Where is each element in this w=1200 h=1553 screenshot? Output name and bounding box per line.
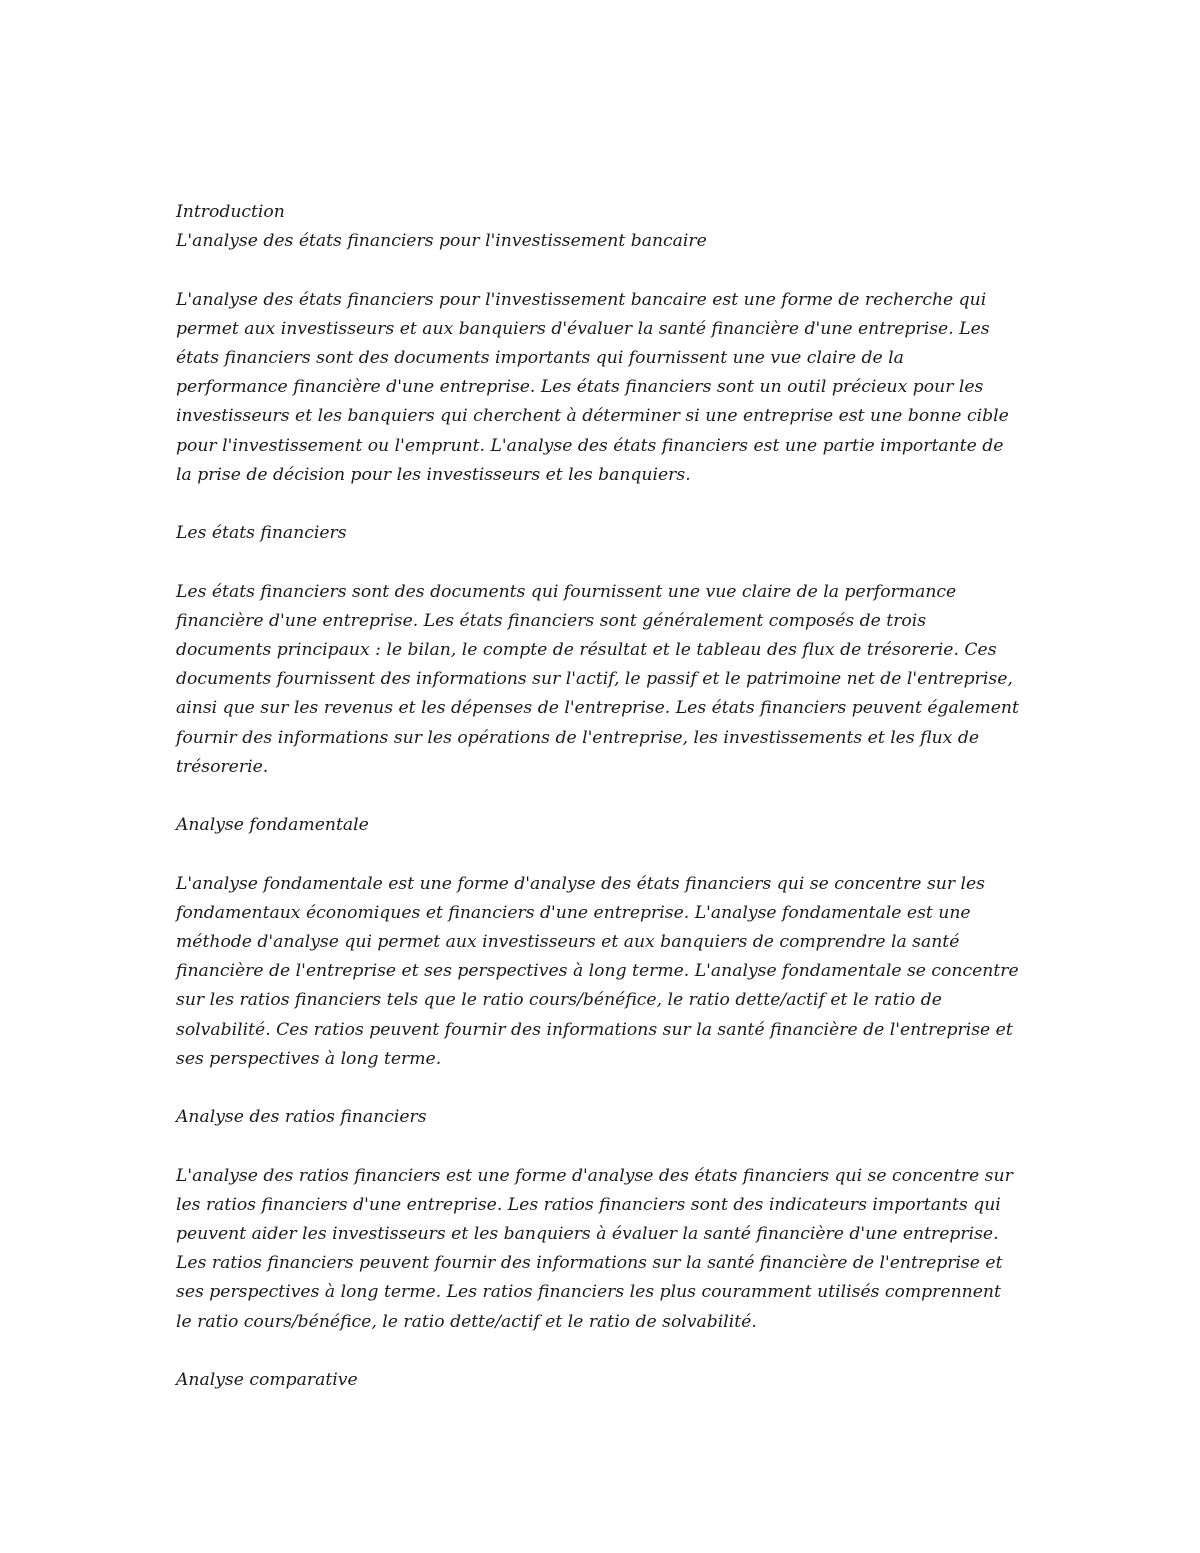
paragraph-line: Les ratios financiers peuvent fournir des informations sur la santé financière de l'entreprise et [176, 1253, 1003, 1274]
paragraph-line: méthode d'analyse qui permet aux investisseurs et aux banquiers de comprendre la santé [176, 932, 960, 952]
paragraph-line: permet aux investisseurs et aux banquiers d'évaluer la santé financière d'une entreprise. Les [176, 318, 990, 339]
paragraph-line: L'analyse des ratios financiers est une forme d'analyse des états financiers qui se concentre sur [176, 1165, 1013, 1186]
paragraph-line: performance financière d'une entreprise. Les états financiers sont un outil précieux pour les [176, 377, 984, 398]
spacer [176, 548, 1036, 577]
paragraph-line: états financiers sont des documents importants qui fournissent une vue claire de la [176, 348, 904, 368]
paragraph-line: L'analyse des états financiers pour l'investissement bancaire est une forme de recherche qui [176, 289, 987, 310]
spacer [176, 1337, 1036, 1366]
paragraph-line: trésorerie. [176, 756, 269, 777]
paragraph-line: ses perspectives à long terme. [176, 1048, 442, 1069]
section-heading-analyse-fondamentale: Analyse fondamentale [176, 815, 369, 836]
spacer [176, 1074, 1036, 1103]
paragraph-line: sur les ratios financiers tels que le ratio cours/bénéfice, le ratio dette/actif et le ratio de [176, 990, 942, 1011]
spacer [176, 256, 1036, 285]
paragraph-line: documents principaux : le bilan, le compte de résultat et le tableau des flux de trésorerie. Ces [176, 640, 997, 660]
paragraph-line: financière d'une entreprise. Les états financiers sont généralement composés de trois [176, 610, 927, 631]
section-paragraph-analyse-ratios [176, 1162, 1036, 1337]
paragraph-line: la prise de décision pour les investisseurs et les banquiers. [176, 464, 691, 485]
document-body [176, 198, 1036, 1395]
spacer [176, 782, 1036, 811]
section-heading-analyse-ratios: Analyse des ratios financiers [176, 1107, 427, 1128]
paragraph-line: ses perspectives à long terme. Les ratios financiers les plus couramment utilisés comprennent [176, 1282, 1001, 1303]
spacer [176, 1132, 1036, 1161]
paragraph-line: solvabilité. Ces ratios peuvent fournir des informations sur la santé financière de l'entreprise et [176, 1019, 1013, 1040]
document-title: L'analyse des états financiers pour l'investissement bancaire [176, 231, 707, 252]
paragraph-line: le ratio cours/bénéfice, le ratio dette/actif et le ratio de solvabilité. [176, 1311, 757, 1332]
section-heading-etats-financiers: Les états financiers [176, 523, 347, 544]
paragraph-line: investisseurs et les banquiers qui cherchent à déterminer si une entreprise est une bonne cible [176, 406, 1009, 427]
paragraph-line: peuvent aider les investisseurs et les banquiers à évaluer la santé financière d'une entreprise. [176, 1224, 999, 1244]
paragraph-line: Les états financiers sont des documents qui fournissent une vue claire de la performance [176, 581, 957, 602]
paragraph-line: les ratios financiers d'une entreprise. Les ratios financiers sont des indicateurs importants qui [176, 1194, 1001, 1215]
spacer [176, 840, 1036, 869]
section-paragraph-etats-financiers [176, 578, 1036, 782]
section-heading-analyse-comparative: Analyse comparative [176, 1370, 358, 1390]
section-paragraph-analyse-fondamentale [176, 870, 1036, 1074]
paragraph-line: ainsi que sur les revenus et les dépenses de l'entreprise. Les états financiers peuvent également [176, 698, 1019, 719]
intro-heading: Introduction [176, 202, 285, 222]
spacer [176, 490, 1036, 519]
paragraph-line: fournir des informations sur les opérations de l'entreprise, les investissements et les flux de [176, 727, 980, 748]
intro-paragraph [176, 286, 1036, 490]
paragraph-line: L'analyse fondamentale est une forme d'analyse des états financiers qui se concentre sur les [176, 873, 985, 894]
paragraph-line: documents fournissent des informations sur l'actif, le passif et le patrimoine net de l'entreprise, [176, 669, 1013, 690]
paragraph-line: pour l'investissement ou l'emprunt. L'analyse des états financiers est une partie importante de [176, 435, 1004, 456]
paragraph-line: fondamentaux économiques et financiers d'une entreprise. L'analyse fondamentale est une [176, 902, 971, 923]
paragraph-line: financière de l'entreprise et ses perspectives à long terme. L'analyse fondamentale se concentre [176, 961, 1019, 982]
